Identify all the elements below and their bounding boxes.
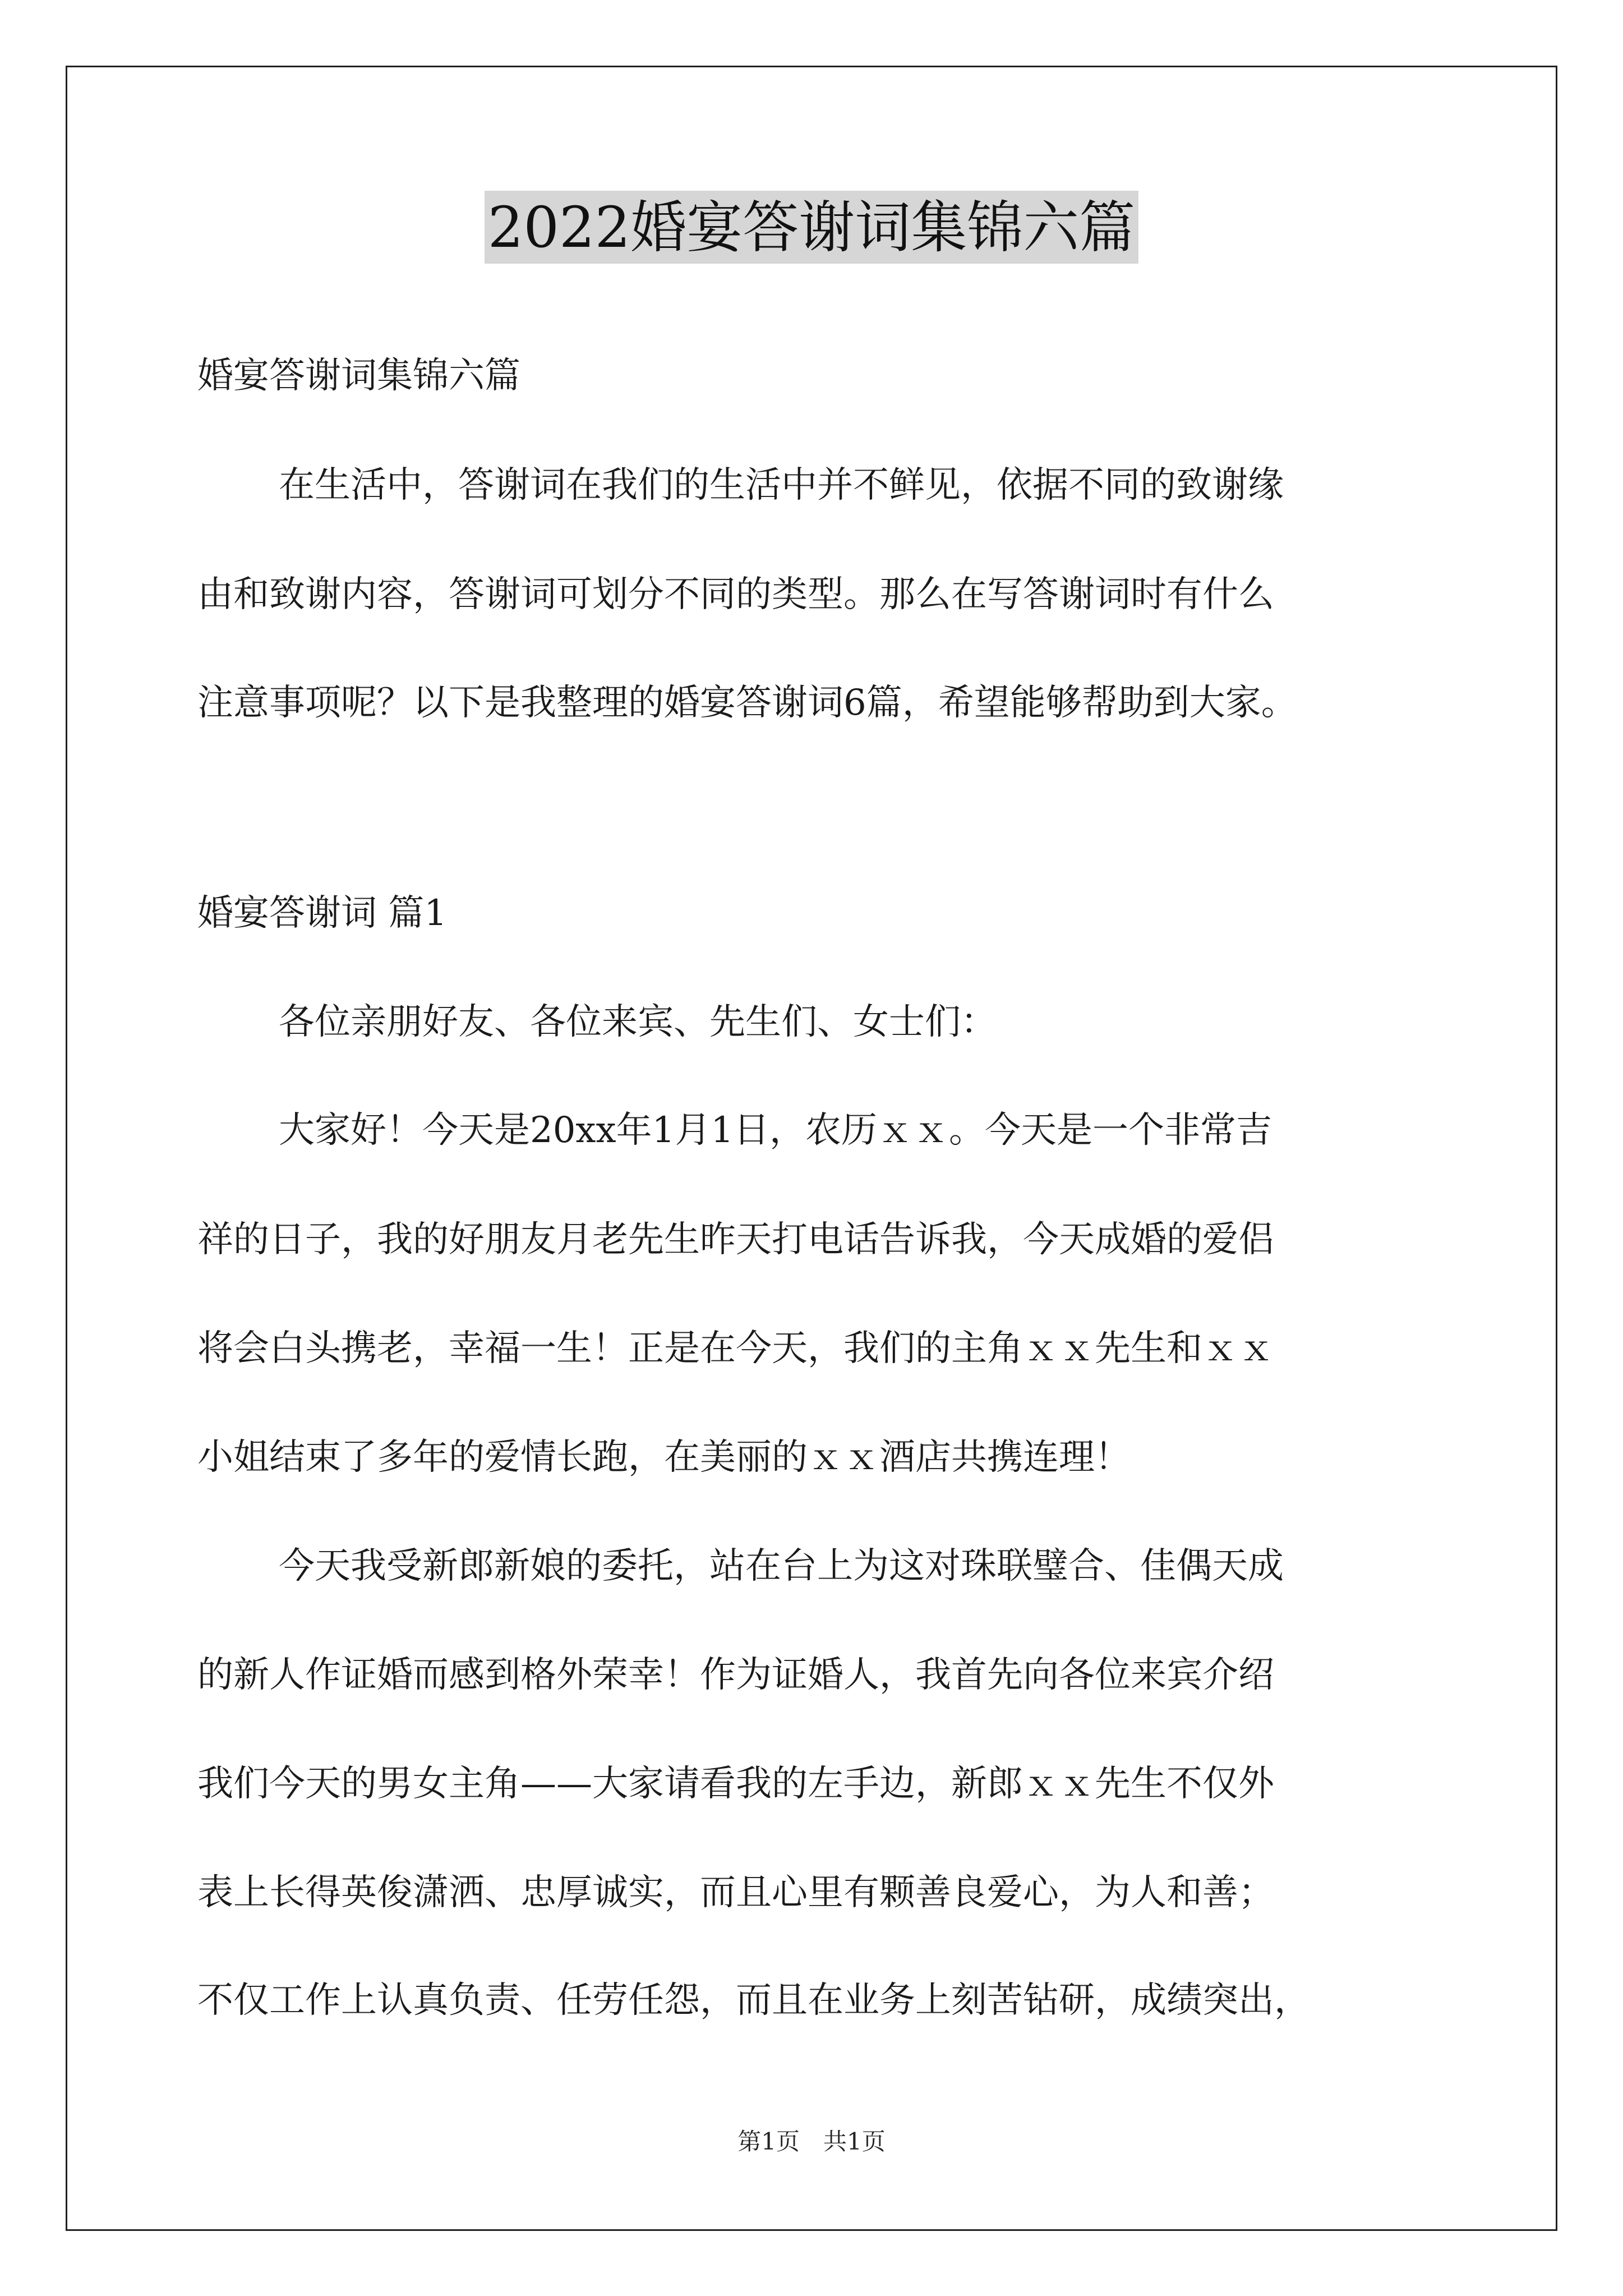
paragraph-2-line-5: 不仅工作上认真负责、任劳任怨，而且在业务上刻苦钻研，成绩突出， bbox=[197, 1980, 1310, 2021]
paragraph-2-line-1: 今天我受新郎新娘的委托，站在台上为这对珠联璧合、佳偶天成 bbox=[279, 1545, 1284, 1587]
paragraph-1-line-1: 大家好！今天是20xx年1月1日，农历ｘｘ。今天是一个非常吉 bbox=[279, 1110, 1272, 1151]
paragraph-2-line-2: 的新人作证婚而感到格外荣幸！作为证婚人，我首先向各位来宾介绍 bbox=[197, 1654, 1274, 1696]
document-title bbox=[0, 191, 1623, 264]
paragraph-1-line-2: 祥的日子，我的好朋友月老先生昨天打电话告诉我，今天成婚的爱侣 bbox=[197, 1219, 1274, 1260]
intro-paragraph-line-1: 在生活中，答谢词在我们的生活中并不鲜见，依据不同的致谢缘 bbox=[279, 464, 1284, 506]
section-heading: 婚宴答谢词 篇1 bbox=[197, 892, 448, 934]
paragraph-1-line-4: 小姐结束了多年的爱情长跑，在美丽的ｘｘ酒店共携连理！ bbox=[197, 1437, 1131, 1478]
page-number-footer: 第1页 共1页 bbox=[737, 2128, 886, 2155]
intro-paragraph-line-2: 由和致谢内容，答谢词可划分不同的类型。那么在写答谢词时有什么 bbox=[197, 574, 1274, 615]
paragraph-2-line-4: 表上长得英俊潇洒、忠厚诚实，而且心里有颗善良爱心，为人和善； bbox=[197, 1872, 1274, 1913]
intro-paragraph-line-3: 注意事项呢？以下是我整理的婚宴答谢词6篇，希望能够帮助到大家。 bbox=[197, 682, 1297, 724]
paragraph-1-line-3: 将会白头携老，幸福一生！正是在今天，我们的主角ｘｘ先生和ｘｘ bbox=[197, 1328, 1274, 1369]
greeting-line: 各位亲朋好友、各位来宾、先生们、女士们： bbox=[279, 1001, 997, 1043]
paragraph-2-line-3: 我们今天的男女主角——大家请看我的左手边，新郎ｘｘ先生不仅外 bbox=[197, 1763, 1274, 1805]
subtitle-line: 婚宴答谢词集锦六篇 bbox=[197, 355, 520, 397]
document-title-text: 2022婚宴答谢词集锦六篇 bbox=[485, 191, 1139, 264]
